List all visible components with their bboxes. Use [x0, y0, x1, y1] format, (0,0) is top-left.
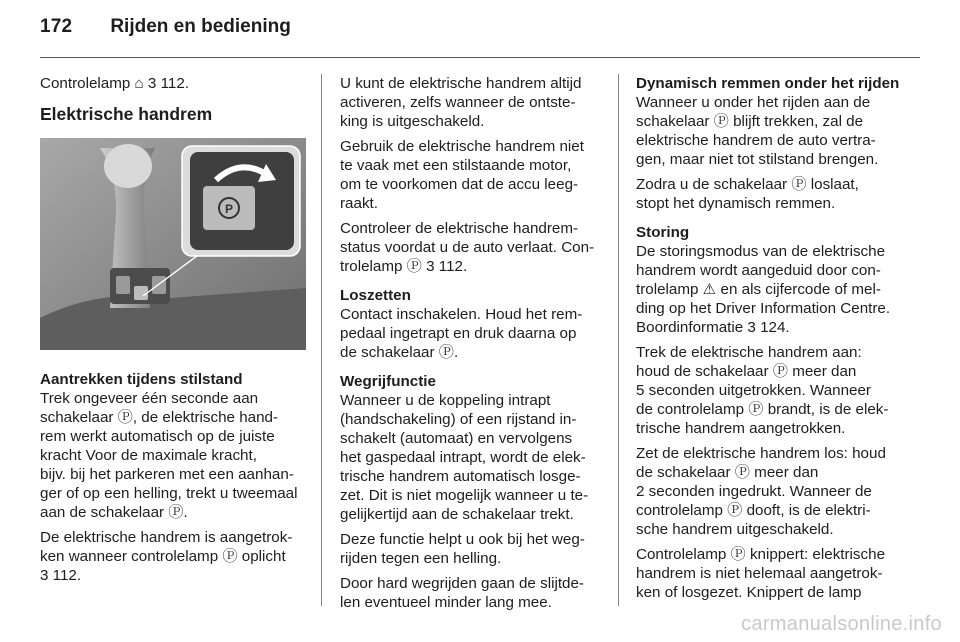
- subheading-apply: Aantrekken tijdens stilstand: [40, 371, 243, 388]
- paragraph: Contact inschakelen. Houd het rem- pedaal ingetrapt en druk daarna op de schakelaar Ⓟ.: [340, 306, 583, 361]
- subheading-release: Loszetten: [340, 287, 411, 304]
- handbrake-illustration: [40, 138, 306, 350]
- column-2: [340, 74, 602, 618]
- page-number: 172: [40, 16, 73, 37]
- paragraph: Door hard wegrijden gaan de slijtde- len eventueel minder lang mee.: [340, 575, 584, 611]
- paragraph: Zodra u de schakelaar Ⓟ loslaat, stopt het dynamisch remmen.: [636, 176, 859, 212]
- intro-text: Controlelamp ⌂ 3 112.: [40, 75, 190, 92]
- watermark: carmanualsonline.info: [741, 613, 942, 635]
- svg-text:P: P: [224, 202, 234, 216]
- column-1: [40, 74, 306, 591]
- section-heading: Elektrische handrem: [40, 104, 213, 124]
- column-divider: [321, 74, 322, 606]
- paragraph: U kunt de elektrische handrem altijd activeren, zelfs wanneer de ontste- king is uitgeschakeld.: [340, 75, 582, 130]
- header-rule: [40, 57, 920, 58]
- paragraph: Wanneer u onder het rijden aan de schakelaar Ⓟ blijft trekken, zal de elektrische handrem de auto vertra- gen, maar niet tot stilstand brengen.: [636, 94, 879, 168]
- paragraph: De storingsmodus van de elektrische handrem wordt aangeduid door con- trolelamp ⚠ en als cijfercode of mel- ding op het Driver Information Centre. Boordinformatie 3 124.: [636, 243, 891, 336]
- page-header: [40, 16, 291, 50]
- subheading-drive-away: Wegrijfunctie: [340, 373, 436, 390]
- paragraph: Wanneer u de koppeling intrapt (handschakeling) of een rijstand in- schakelt (automaat) en vervolgens het gaspedaal intrapt, wordt de elek- trische handrem automatisch losge- zet. Dit is niet mogelijk wanneer u te- gelijkertijd aan de schakelaar trekt.: [340, 392, 589, 523]
- paragraph: Trek ongeveer één seconde aan schakelaar Ⓟ, de elektrische hand- rem werkt automatisch op de juiste kracht Voor de maximale kracht, bijv. bij het parkeren met een aanhan- ger of op een helling, trekt u tweemaal aan de schakelaar Ⓟ.: [40, 390, 298, 521]
- paragraph: Deze functie helpt u ook bij het weg- rijden tegen een helling.: [340, 531, 585, 567]
- paragraph: Zet de elektrische handrem los: houd de schakelaar Ⓟ meer dan 2 seconden ingedrukt. Wanneer de controlelamp Ⓟ dooft, is de elektri- sche handrem uitgeschakeld.: [636, 445, 886, 538]
- subheading-fault: Storing: [636, 224, 690, 241]
- paragraph: Controleer de elektrische handrem- status voordat u de auto verlaat. Con- trolelamp Ⓟ 3 112.: [340, 220, 595, 275]
- paragraph: Trek de elektrische handrem aan: houd de schakelaar Ⓟ meer dan 5 seconden uitgetrokken. Wanneer de controlelamp Ⓟ brandt, is de elek- trische handrem aangetrokken.: [636, 344, 889, 437]
- subheading-dynamic-braking: Dynamisch remmen onder het rijden: [636, 75, 900, 92]
- handbrake-switch-drawing: [40, 138, 306, 350]
- paragraph: De elektrische handrem is aangetrok- ken wanneer controlelamp Ⓟ oplicht 3 112.: [40, 529, 293, 584]
- paragraph: Controlelamp Ⓟ knippert: elektrische handrem is niet helemaal aangetrok- ken of losgezet. Knippert de lamp: [636, 546, 886, 601]
- chapter-title: Rijden en bediening: [110, 16, 291, 37]
- column-3: [636, 74, 902, 608]
- paragraph: Gebruik de elektrische handrem niet te vaak met een stilstaande motor, om te voorkomen dat de accu leeg- raakt.: [340, 138, 584, 212]
- column-divider: [618, 74, 619, 606]
